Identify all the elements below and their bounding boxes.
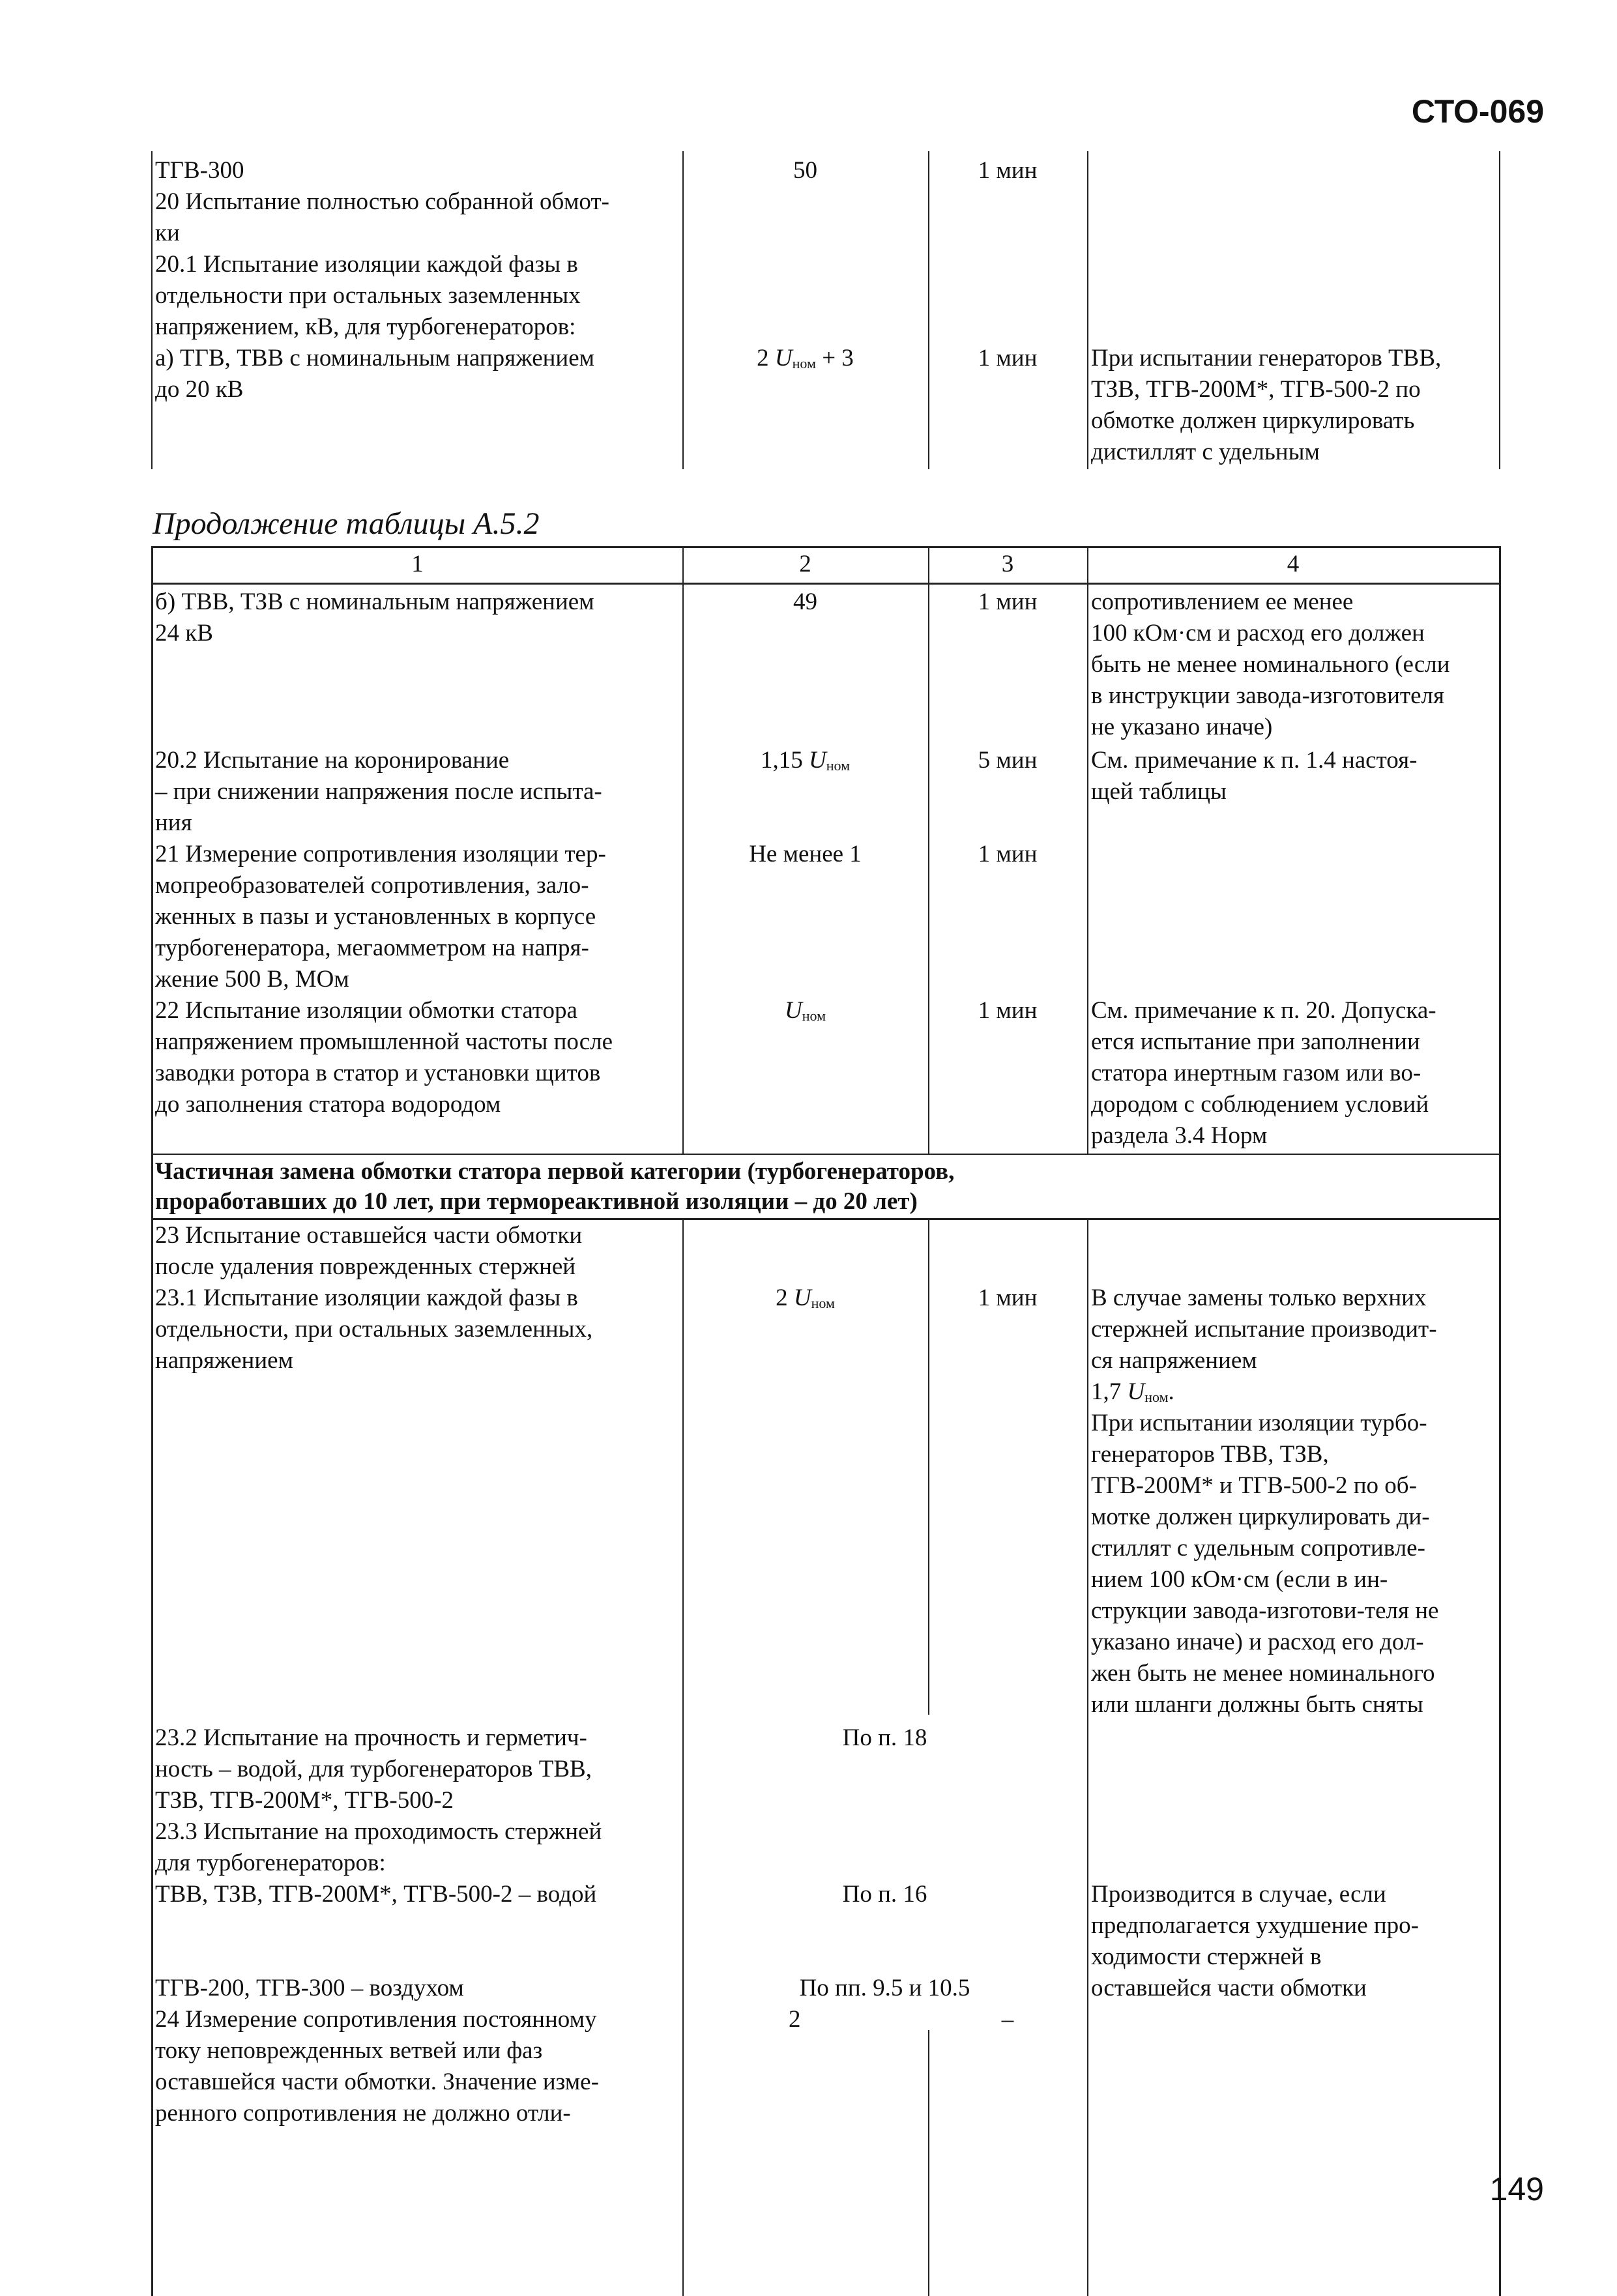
cell-row-23-1-note-line5: При испытании изоляции турбо- xyxy=(1091,1410,1427,1436)
cell-row-a-name-line2: до 20 кВ xyxy=(155,376,244,403)
cell-row-b-note-line4: в инструкции завода-изготовителя xyxy=(1091,682,1444,709)
cell-row-23-1-note-line9: стиллят с удельным сопротивле- xyxy=(1091,1535,1425,1562)
cell-tgv300-name: ТГВ-300 xyxy=(155,157,244,184)
cell-row-23-name-line2: после удаления поврежденных стержней xyxy=(155,1253,576,1280)
cell-item20-1-line2: отдельности при остальных заземленных xyxy=(155,282,581,309)
cell-row-24-time: – xyxy=(1001,2006,1014,2033)
table-header-bottom-border xyxy=(151,583,1500,585)
cell-row-23-name-line1: 23 Испытание оставшейся части обмотки xyxy=(155,1222,583,1249)
cell-row-24-name-line4: ренного сопротивления не должно отли- xyxy=(155,2100,571,2127)
cell-row-20-2-value: 1,15 $U_{ном}$ xyxy=(760,747,850,774)
cell-row-20-2-note-line2: щей таблицы xyxy=(1091,778,1227,805)
cell-row-23-1-note-line14: или шланги должны быть сняты xyxy=(1091,1691,1423,1718)
cell-row-24-name-line3: оставшейся части обмотки. Значение изме- xyxy=(155,2069,599,2095)
cell-row-23-1-name-line3: напряжением xyxy=(155,1347,293,1374)
table-border-col4 xyxy=(1087,151,1088,469)
cell-row-24-value: 2 xyxy=(789,2006,801,2033)
col4-border-upper xyxy=(1087,546,1088,1154)
cell-row-23-1-note-line1: В случае замены только верхних xyxy=(1091,1285,1427,1311)
cell-row-23-2-value: По п. 18 xyxy=(842,1724,927,1751)
cell-row-23-1-value: 2 $U_{ном}$ xyxy=(776,1285,835,1311)
section-heading-line2: проработавших до 10 лет, при термореактивной изоляции – до 20 лет) xyxy=(155,1188,918,1215)
cell-row-a-note-line4: дистиллят с удельным xyxy=(1091,439,1320,465)
cell-row-23-1-note-line13: жен быть не менее номинального xyxy=(1091,1660,1435,1687)
cell-row-a-time: 1 мин xyxy=(978,345,1038,371)
cell-row-22-name-line4: до заполнения статора водородом xyxy=(155,1091,501,1118)
cell-row-23-1-note-line3: ся напряжением xyxy=(1091,1347,1257,1374)
cell-row-23-1-note-line6: генераторов ТВВ, ТЗВ, xyxy=(1091,1441,1329,1468)
table-left-border xyxy=(151,546,153,2296)
cell-row-22-name-line1: 22 Испытание изоляции обмотки статора xyxy=(155,997,577,1024)
table-top-border xyxy=(151,546,1500,548)
cell-row-water-note-line1: Производится в случае, если xyxy=(1091,1881,1386,1908)
cell-item20-line1: 20 Испытание полностью собранной обмот- xyxy=(155,188,609,215)
cell-row-water-name: ТВВ, ТЗВ, ТГВ-200М*, ТГВ-500-2 – водой xyxy=(155,1881,597,1908)
table-right-border xyxy=(1499,546,1501,2296)
table-caption: Продолжение таблицы А.5.2 xyxy=(153,506,540,541)
table-border-left xyxy=(151,151,153,469)
cell-row-water-note-line3: ходимости стержней в xyxy=(1091,1943,1322,1970)
cell-row-water-value: По п. 16 xyxy=(842,1881,927,1908)
cell-item20-line2: ки xyxy=(155,220,180,246)
cell-row-a-note-line3: обмотке должен циркулировать xyxy=(1091,407,1415,434)
cell-row-22-note-line1: См. примечание к п. 20. Допуска- xyxy=(1091,997,1436,1024)
cell-row-22-time: 1 мин xyxy=(978,997,1038,1024)
cell-row-a-name-line1: а) ТГВ, ТВВ с номинальным напряжением xyxy=(155,345,595,371)
cell-row-air-name: ТГВ-200, ТГВ-300 – воздухом xyxy=(155,1975,464,2001)
section-heading-line1: Частичная замена обмотки статора первой категории (турбогенераторов, xyxy=(155,1158,955,1185)
cell-row-23-3-name-line2: для турбогенераторов: xyxy=(155,1850,386,1876)
cell-row-b-note-line2: 100 кОм·см и расход его должен xyxy=(1091,620,1425,647)
col4-border-lower xyxy=(1087,1218,1088,2296)
cell-row-air-value: По пп. 9.5 и 10.5 xyxy=(799,1975,970,2001)
cell-row-20-2-name-line1: 20.2 Испытание на коронирование xyxy=(155,747,510,774)
col-header-2: 2 xyxy=(799,551,811,577)
cell-row-22-note-line3: статора инертным газом или во- xyxy=(1091,1060,1421,1086)
col-header-1: 1 xyxy=(411,551,424,577)
cell-row-a-note-line2: ТЗВ, ТГВ-200М*, ТГВ-500-2 по xyxy=(1091,376,1421,403)
table-border-right xyxy=(1499,151,1500,469)
cell-row-23-2-name-line2: ность – водой, для турбогенераторов ТВВ, xyxy=(155,1756,592,1782)
cell-row-23-1-name-line1: 23.1 Испытание изоляции каждой фазы в xyxy=(155,1285,578,1311)
cell-row-21-name-line5: жение 500 В, МОм xyxy=(155,966,349,993)
cell-row-b-name-line1: б) ТВВ, ТЗВ с номинальным напряжением xyxy=(155,589,594,615)
cell-row-b-name-line2: 24 кВ xyxy=(155,620,213,647)
cell-row-24-name-line2: току неповрежденных ветвей или фаз xyxy=(155,2037,543,2064)
cell-item20-1-line3: напряжением, кВ, для турбогенераторов: xyxy=(155,313,576,340)
cell-row-23-1-time: 1 мин xyxy=(978,1285,1038,1311)
cell-row-22-name-line2: напряжением промышленной частоты после xyxy=(155,1028,613,1055)
cell-row-23-2-name-line1: 23.2 Испытание на прочность и герметич- xyxy=(155,1724,587,1751)
cell-row-24-name-line1: 24 Измерение сопротивления постоянному xyxy=(155,2006,597,2033)
cell-row-21-name-line1: 21 Измерение сопротивления изоляции тер- xyxy=(155,841,606,867)
col-header-3: 3 xyxy=(1001,551,1014,577)
col-header-4: 4 xyxy=(1287,551,1300,577)
table-border-col3 xyxy=(928,151,929,469)
cell-row-water-note-line4: оставшейся части обмотки xyxy=(1091,1975,1367,2001)
cell-row-22-note-line4: дородом с соблюдением условий xyxy=(1091,1091,1429,1118)
cell-row-22-value: $U_{ном}$ xyxy=(784,997,826,1024)
cell-row-22-name-line3: заводки ротора в статор и установки щитов xyxy=(155,1060,601,1086)
document-code: СТО-069 xyxy=(1411,93,1544,130)
cell-row-21-name-line4: турбогенератора, мегаомметром на напря- xyxy=(155,935,589,961)
cell-row-21-name-line3: женных в пазы и установленных в корпусе xyxy=(155,903,596,930)
cell-row-23-1-note-line7: ТГВ-200М* и ТГВ-500-2 по об- xyxy=(1091,1472,1417,1499)
cell-row-a-value: 2 $U_{ном} + 3$ xyxy=(757,345,854,371)
cell-row-a-note-line1: При испытании генераторов ТВВ, xyxy=(1091,345,1442,371)
cell-row-23-3-name-line1: 23.3 Испытание на проходимость стержней xyxy=(155,1818,602,1845)
cell-row-20-2-time: 5 мин xyxy=(978,747,1038,774)
cell-row-23-1-note-line4: 1,7 $U_{ном}$. xyxy=(1091,1378,1174,1405)
cell-row-23-1-note-line10: нием 100 кОм·см (если в ин- xyxy=(1091,1566,1388,1593)
cell-tgv300-time: 1 мин xyxy=(978,157,1038,184)
cell-row-20-2-name-line3: ния xyxy=(155,809,192,836)
cell-row-20-2-note-line1: См. примечание к п. 1.4 настоя- xyxy=(1091,747,1418,774)
cell-row-23-1-note-line2: стержней испытание производит- xyxy=(1091,1316,1437,1343)
cell-row-21-name-line2: мопреобразователей сопротивления, зало- xyxy=(155,872,589,899)
cell-row-21-value: Не менее 1 xyxy=(749,841,862,867)
table-border-col2 xyxy=(682,151,684,469)
cell-item20-1-line1: 20.1 Испытание изоляции каждой фазы в xyxy=(155,251,578,278)
cell-row-b-note-line1: сопротивлением ее менее xyxy=(1091,589,1354,615)
cell-row-water-note-line2: предполагается ухудшение про- xyxy=(1091,1912,1419,1939)
cell-row-23-1-note-line12: указано иначе) и расход его дол- xyxy=(1091,1629,1424,1655)
page-number: 149 xyxy=(1489,2171,1544,2207)
cell-row-20-2-name-line2: – при снижении напряжения после испыта- xyxy=(155,778,602,805)
cell-row-23-2-name-line3: ТЗВ, ТГВ-200М*, ТГВ-500-2 xyxy=(155,1787,454,1814)
cell-row-21-time: 1 мин xyxy=(978,841,1038,867)
cell-row-23-1-note-line8: мотке должен циркулировать ди- xyxy=(1091,1504,1430,1530)
cell-row-b-note-line5: не указано иначе) xyxy=(1091,714,1273,740)
cell-tgv300-value: 50 xyxy=(793,157,817,184)
col2-border-lower xyxy=(682,1218,684,2296)
section-top-border xyxy=(151,1154,1500,1155)
cell-row-23-1-note-line11: струкции завода-изготови-теля не xyxy=(1091,1597,1439,1624)
cell-row-b-time: 1 мин xyxy=(978,589,1038,615)
col3-border-lower-b xyxy=(928,2030,929,2296)
cell-row-b-note-line3: быть не менее номинального (если xyxy=(1091,651,1450,678)
cell-row-22-note-line5: раздела 3.4 Норм xyxy=(1091,1122,1268,1149)
cell-row-22-note-line2: ется испытание при заполнении xyxy=(1091,1028,1420,1055)
cell-row-23-1-name-line2: отдельности, при остальных заземленных, xyxy=(155,1316,593,1343)
cell-row-b-value: 49 xyxy=(793,589,817,615)
